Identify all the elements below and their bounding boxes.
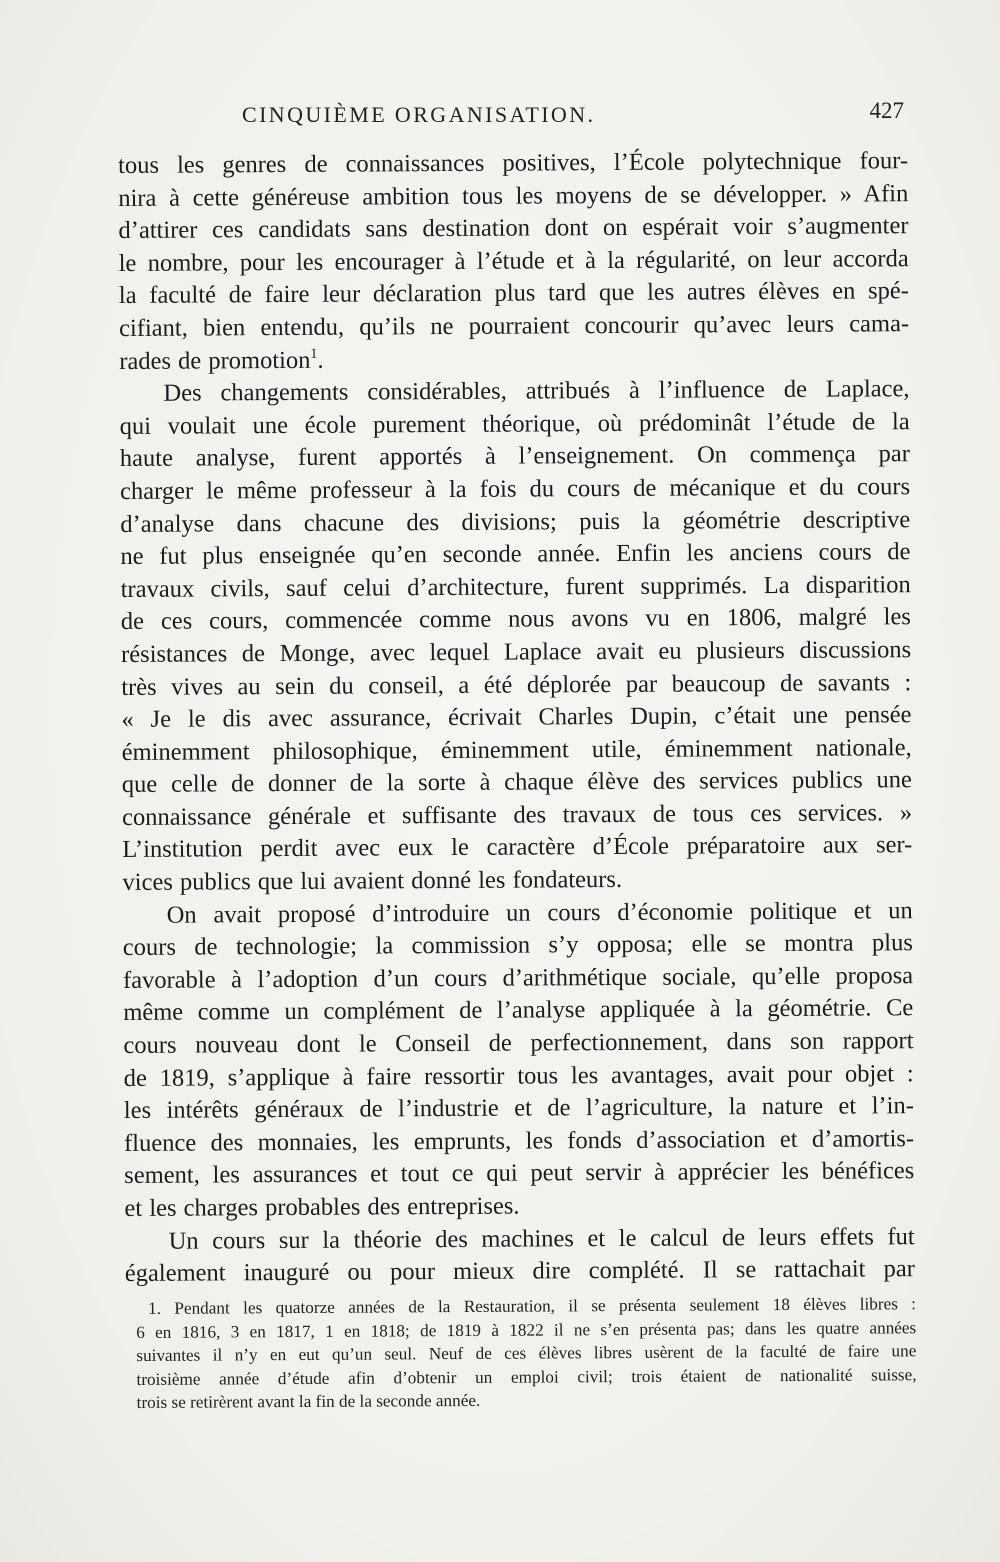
text-line: rades de promotion$^1$. bbox=[119, 346, 324, 375]
text-line: favorable à l’adoption d’un cours d’arithmétique sociale, qu’elle proposa bbox=[122, 962, 914, 994]
text-line: L’institution perdit avec eux le caractère d’École préparatoire aux ser- bbox=[122, 831, 913, 864]
text-line: cifiant, bien entendu, qu’ils ne pourraient concourir qu’avec leurs cama- bbox=[119, 310, 910, 342]
text-line: cours de technologie; la commission s’y opposa; elle se montra plus bbox=[122, 929, 913, 962]
text-line: Un cours sur la théorie des machines et le calcul de leurs effets fut bbox=[168, 1222, 915, 1255]
footnote-line: trois se retirèrent avant la fin de la seconde année. bbox=[136, 1391, 481, 1413]
text-line: également inauguré ou pour mieux dire complété. Il se rattachait par bbox=[124, 1255, 915, 1288]
running-title: CINQUIÈME ORGANISATION. bbox=[242, 102, 596, 127]
text-line: éminemment philosophique, éminemment utile, éminemment nationale, bbox=[121, 733, 912, 766]
footnote-reference: 1 bbox=[310, 346, 318, 362]
text-line: et les charges probables des entreprises. bbox=[124, 1192, 520, 1222]
text-line-content: rades de promotion bbox=[119, 346, 311, 375]
page-number: 427 bbox=[869, 98, 904, 123]
text-line: On avait proposé d’introduire un cours d’économie politique et un bbox=[166, 896, 913, 929]
text-line: connaissance générale et suffisante des travaux de tous ces services. » bbox=[121, 799, 913, 831]
text-line: haute analyse, furent apportés à l’enseignement. On commença par bbox=[119, 440, 910, 473]
main-text bbox=[118, 145, 915, 1291]
text-line: cours nouveau dont le Conseil de perfectionnement, dans son rapport bbox=[123, 1027, 914, 1060]
text-line: tous les genres de connaissances positives, l’École polytechnique four- bbox=[118, 147, 909, 179]
footnote-line: 1. Pendant les quatorze années de la Restauration, il se présenta seulement 18 élèves libres : bbox=[148, 1294, 917, 1318]
footnotes bbox=[136, 1292, 917, 1415]
text-line: sement, les assurances et tout ce qui peut servir à apprécier les bénéfices bbox=[124, 1157, 915, 1190]
page-header bbox=[136, 98, 904, 132]
text-line: de 1819, s’applique à faire ressortir tous les avantages, avait pour objet : bbox=[123, 1059, 914, 1092]
text-line: « Je le dis avec assurance, écrivait Charles Dupin, c’était une pensée bbox=[121, 701, 912, 734]
text-line: vices publics que lui avaient donné les fondateurs. bbox=[122, 865, 623, 897]
text-line: d’attirer ces candidats sans destination dont on espérait voir s’augmenter bbox=[118, 212, 909, 245]
text-line: même comme un complément de l’analyse appliquée à la géométrie. Ce bbox=[123, 994, 914, 1027]
text-line: le nombre, pour les encourager à l’étude et à la régularité, on leur accorda bbox=[118, 244, 909, 277]
footnote-line: suivantes il n’y en eut qu’un seul. Neuf de ces élèves libres usèrent de la faculté de faire une bbox=[136, 1341, 917, 1366]
text-line: la faculté de faire leur déclaration plus tard que les autres élèves en spé- bbox=[118, 277, 909, 310]
text-line: résistances de Monge, avec lequel Laplace avait eu plusieurs discussions bbox=[120, 636, 912, 668]
text-line: très vives au sein du conseil, a été déplorée par beaucoup de savants : bbox=[121, 668, 912, 701]
text-line: Des changements considérables, attribués à l’influence de Laplace, bbox=[163, 375, 910, 407]
text-line: fluence des monnaies, les emprunts, les fonds d’association et d’amortis- bbox=[123, 1124, 915, 1157]
text-line: de ces cours, commencée comme nous avons vu en 1806, malgré les bbox=[120, 603, 911, 636]
text-line: ne fut plus enseignée qu’en seconde année. Enfin les anciens cours de bbox=[120, 538, 911, 571]
text-line: qui voulait une école purement théorique, où prédominât l’étude de la bbox=[119, 407, 910, 440]
text-line: travaux civils, sauf celui d’architecture, furent supprimés. La disparition bbox=[120, 570, 911, 603]
footnote-line: 6 en 1816, 3 en 1817, 1 en 1818; de 1819 à 1822 il ne s’en présenta pas; dans les quatre années bbox=[136, 1317, 917, 1342]
text-line: charger le même professeur à la fois du cours de mécanique et du cours bbox=[120, 473, 911, 505]
text-line: les intérêts généraux de l’industrie et de l’agriculture, la nature et l’in- bbox=[123, 1092, 914, 1125]
text-line: d’analyse dans chacune des divisions; puis la géométrie descriptive bbox=[120, 505, 911, 538]
text-line: que celle de donner de la sorte à chaque élève des services publics une bbox=[121, 766, 912, 799]
text-line: nira à cette généreuse ambition tous les moyens de se développer. » Afin bbox=[118, 179, 909, 212]
footnote-line: troisième année d’étude afin d’obtenir un emploi civil; trois étaient de nationalité suisse, bbox=[136, 1365, 917, 1389]
